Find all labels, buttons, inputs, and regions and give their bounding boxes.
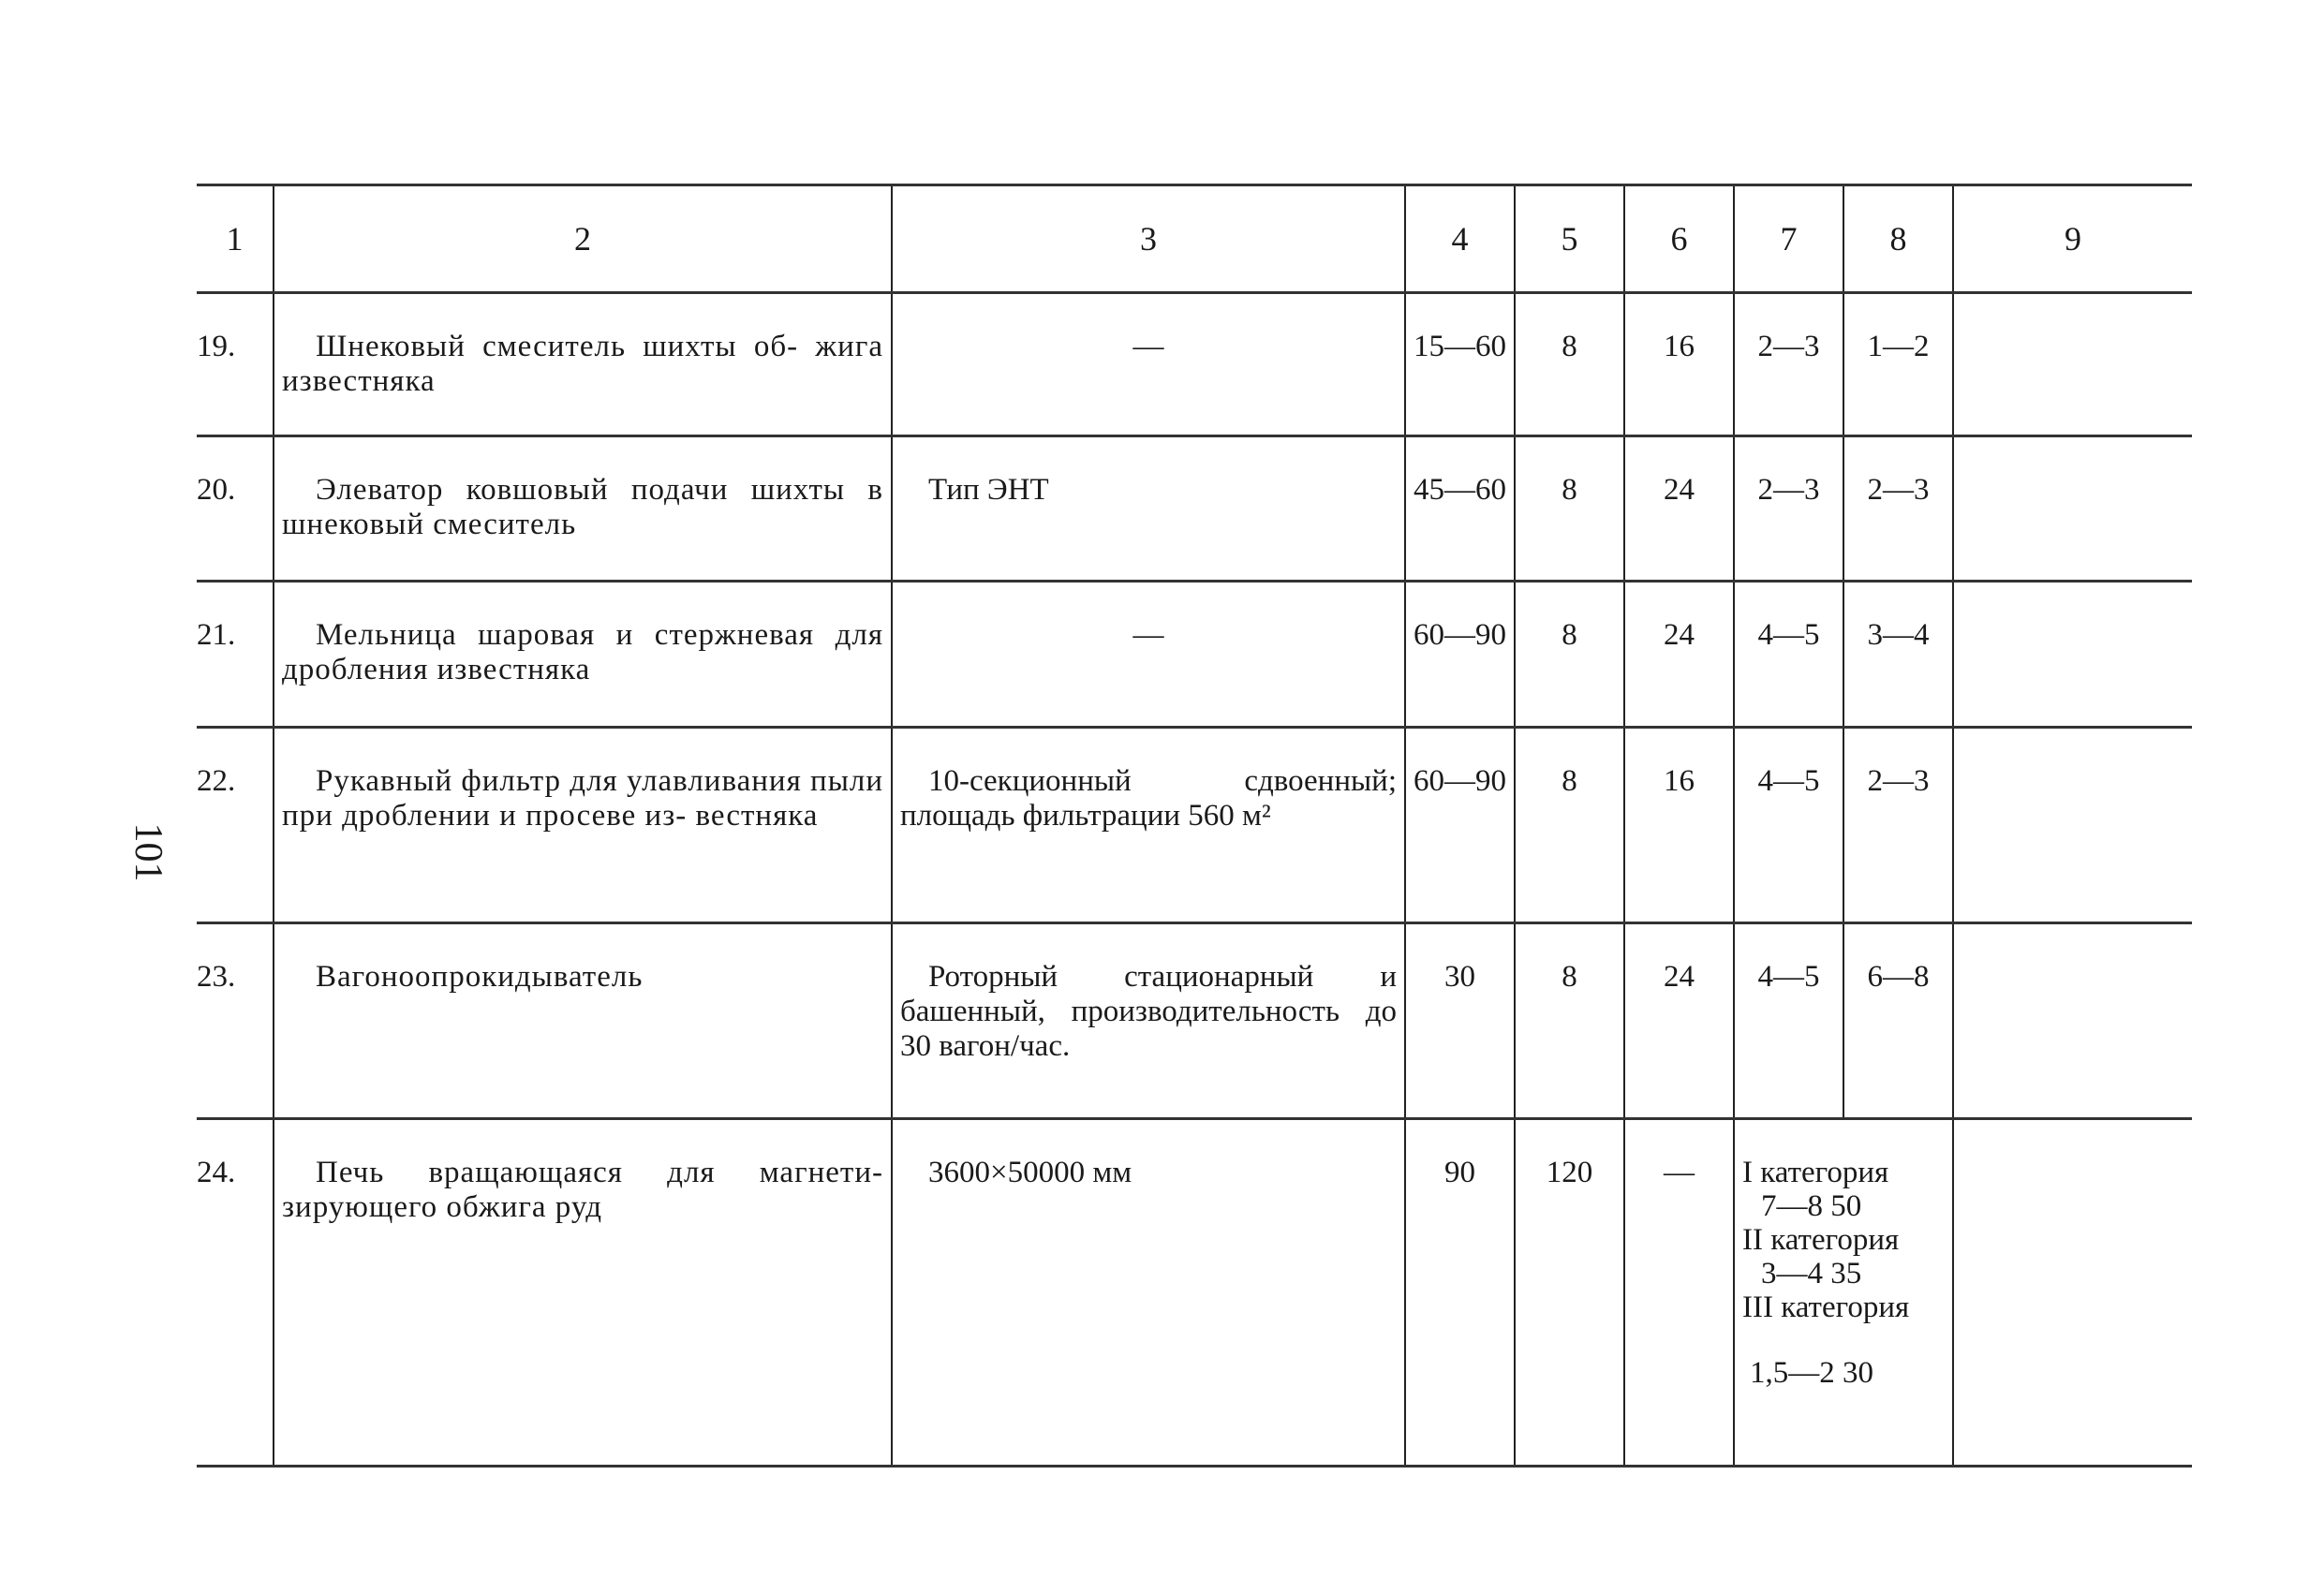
- category-label: I категория: [1742, 1156, 1889, 1189]
- cell-col9: [1953, 436, 2192, 582]
- cell-col9: [1953, 728, 2192, 923]
- cell-col5: 8: [1515, 436, 1624, 582]
- page-number: 101: [126, 822, 170, 882]
- cell-col7: 2—3: [1734, 436, 1843, 582]
- equipment-spec: Тип ЭНТ: [892, 436, 1405, 582]
- cell-col6: 16: [1624, 293, 1734, 436]
- cell-col7: 4—5: [1734, 728, 1843, 923]
- row-number: 20.: [197, 436, 274, 582]
- table-row: [197, 293, 2192, 436]
- cell-col9: [1953, 1119, 2192, 1467]
- cell-col4: 45—60: [1405, 436, 1515, 582]
- row-number: 23.: [197, 923, 274, 1119]
- equipment-spec: —: [892, 293, 1405, 436]
- cell-col7: 4—5: [1734, 923, 1843, 1119]
- equipment-spec: —: [892, 582, 1405, 728]
- header-cell-1: 1: [197, 185, 274, 293]
- cell-col6: 24: [1624, 436, 1734, 582]
- equipment-name: Шнековый смеситель шихты об- жига известняка: [274, 293, 892, 436]
- equipment-name: Вагоноопрокидыватель: [274, 923, 892, 1119]
- cell-col6: 24: [1624, 582, 1734, 728]
- equipment-name: Мельница шаровая и стержневая для дробления известняка: [274, 582, 892, 728]
- category-label: II категория: [1742, 1223, 1900, 1257]
- row-number: 24.: [197, 1119, 274, 1467]
- header-cell-7: 7: [1734, 185, 1843, 293]
- cell-col8: 1—2: [1843, 293, 1953, 436]
- cell-col5: 8: [1515, 293, 1624, 436]
- cell-col4: 15—60: [1405, 293, 1515, 436]
- table-header-row: [197, 185, 2192, 293]
- equipment-name: Рукавный фильтр для улавливания пыли при дроблении и просеве из- вестняка: [274, 728, 892, 923]
- equipment-spec: 3600×50000 мм: [892, 1119, 1405, 1467]
- equipment-spec: Роторный стационарный и башенный, производительность до 30 вагон/час.: [892, 923, 1405, 1119]
- header-cell-6: 6: [1624, 185, 1734, 293]
- cell-col5: 8: [1515, 923, 1624, 1119]
- category-value: 1,5—2 30: [1750, 1356, 1873, 1390]
- cell-col5: 120: [1515, 1119, 1624, 1467]
- cell-col8: 2—3: [1843, 728, 1953, 923]
- cell-col9: [1953, 923, 2192, 1119]
- table-row: [197, 582, 2192, 728]
- cell-col7: 2—3: [1734, 293, 1843, 436]
- category-value: 3—4 35: [1761, 1257, 1862, 1291]
- cell-col6: —: [1624, 1119, 1734, 1467]
- cell-col8: 3—4: [1843, 582, 1953, 728]
- cell-col6: 16: [1624, 728, 1734, 923]
- cell-col4: 60—90: [1405, 728, 1515, 923]
- table-row: [197, 1119, 2192, 1467]
- cell-col8: 2—3: [1843, 436, 1953, 582]
- cell-col7: 4—5: [1734, 582, 1843, 728]
- cell-col4: 90: [1405, 1119, 1515, 1467]
- equipment-table: [197, 184, 2192, 1468]
- cell-col5: 8: [1515, 582, 1624, 728]
- header-cell-2: 2: [274, 185, 892, 293]
- category-label: III категория: [1742, 1291, 1910, 1324]
- cell-col4: 60—90: [1405, 582, 1515, 728]
- equipment-name: Печь вращающаяся для магнети- зирующего обжига руд: [274, 1119, 892, 1467]
- cell-col4: 30: [1405, 923, 1515, 1119]
- cell-col8: 6—8: [1843, 923, 1953, 1119]
- cell-col6: 24: [1624, 923, 1734, 1119]
- equipment-spec: 10-секционный сдвоенный; площадь фильтрации 560 м²: [892, 728, 1405, 923]
- equipment-name: Элеватор ковшовый подачи шихты в шнековый смеситель: [274, 436, 892, 582]
- header-cell-9: 9: [1953, 185, 2192, 293]
- header-cell-8: 8: [1843, 185, 1953, 293]
- header-cell-3: 3: [892, 185, 1405, 293]
- row-number: 21.: [197, 582, 274, 728]
- table-row: [197, 436, 2192, 582]
- cell-col9: [1953, 293, 2192, 436]
- table-row: [197, 728, 2192, 923]
- category-value: 7—8 50: [1761, 1189, 1862, 1223]
- header-cell-4: 4: [1405, 185, 1515, 293]
- cell-col5: 8: [1515, 728, 1624, 923]
- category-cell: [1734, 1119, 1953, 1467]
- row-number: 19.: [197, 293, 274, 436]
- cell-col9: [1953, 582, 2192, 728]
- table-row: [197, 923, 2192, 1119]
- header-cell-5: 5: [1515, 185, 1624, 293]
- row-number: 22.: [197, 728, 274, 923]
